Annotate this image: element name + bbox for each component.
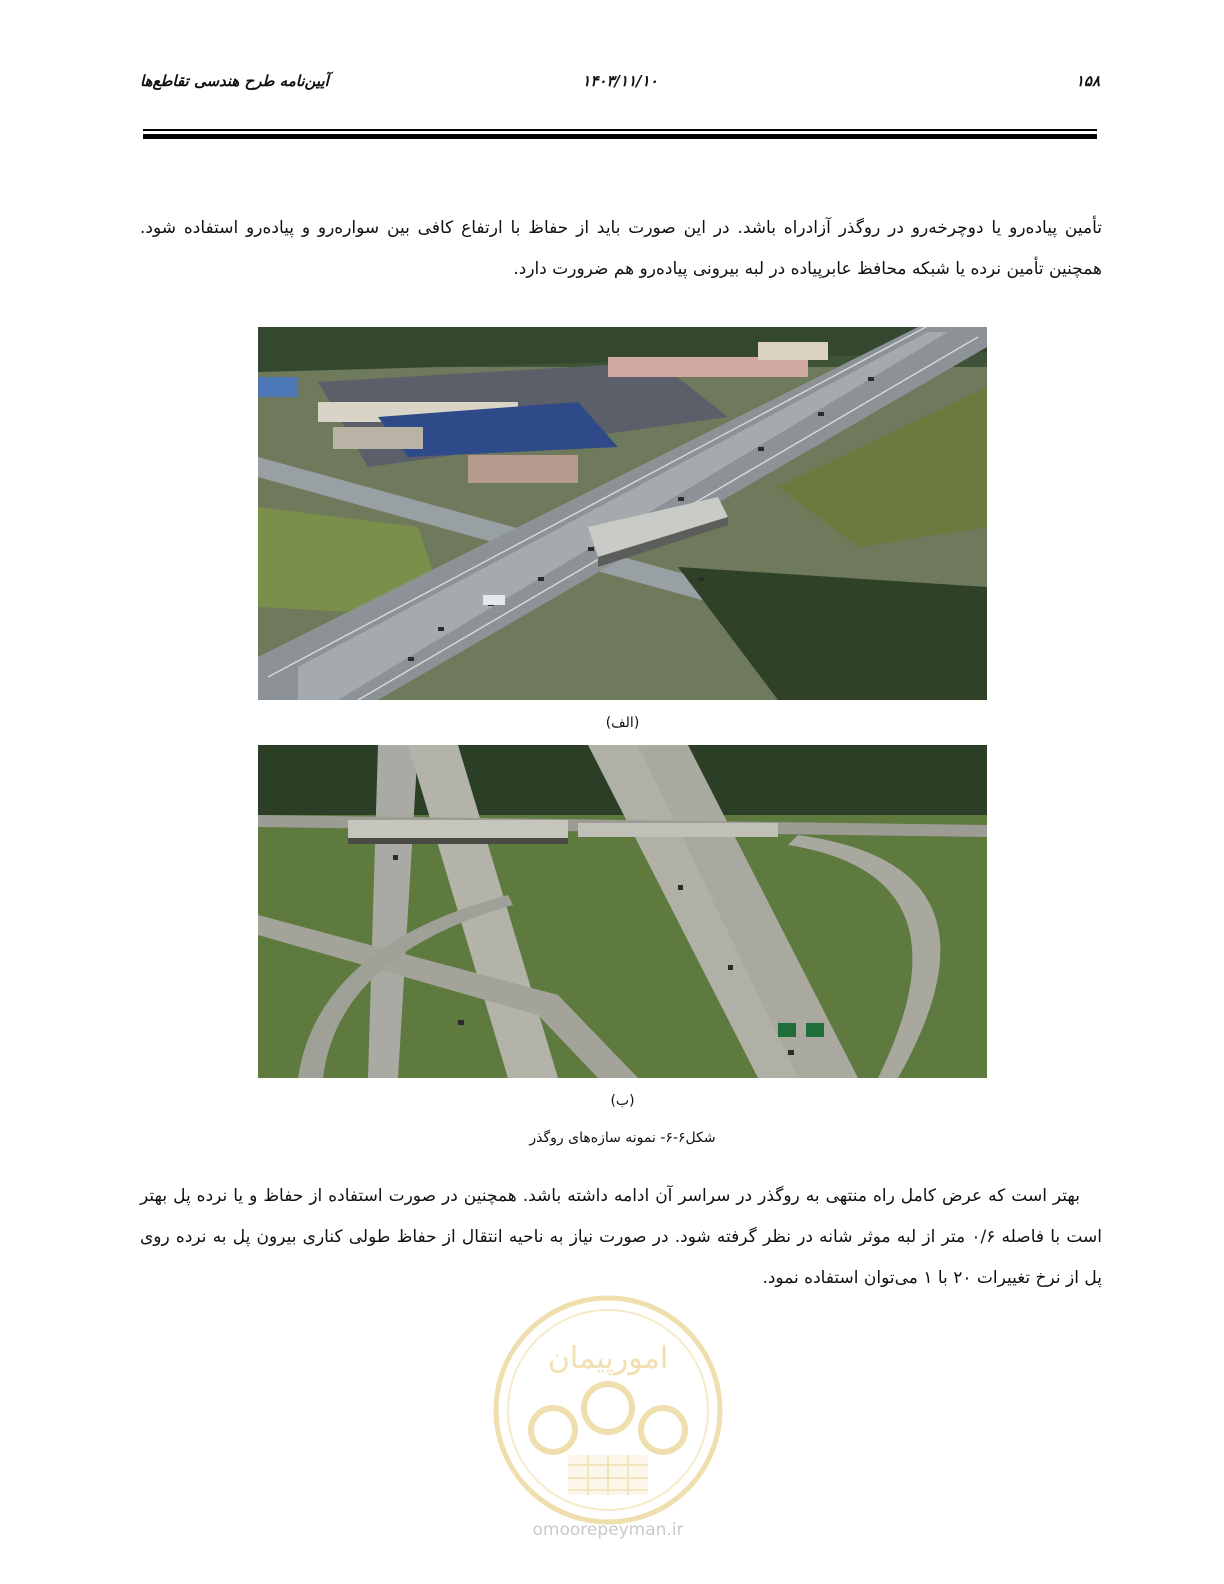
caption-b: (ب) xyxy=(610,1093,635,1109)
page-header xyxy=(140,72,1100,102)
watermark-url: omoorepeyman.ir xyxy=(532,1520,684,1540)
caption-a: (الف) xyxy=(605,715,640,731)
watermark-logo xyxy=(488,1290,728,1530)
watermark-logo-text: امورپیمان xyxy=(547,1341,669,1376)
figure-caption: شکل۶-۶- نمونه سازه‌های روگذر xyxy=(529,1130,716,1146)
interchange-photo-b xyxy=(258,745,987,1078)
header-rule-thick xyxy=(143,134,1097,139)
header-rule-thin xyxy=(143,129,1097,131)
overpass-photo-a xyxy=(258,327,987,700)
paragraph-1: تأمین پیاده‌رو یا دوچرخه‌رو در روگذر آزادراه باشد. در این صورت باید از حفاظ با ارتفاع کافی بین سواره‌رو و پیاده‌رو استفاده شود. همچنین تأمین نرده یا شبکه محافظ عابرپیاده در لبه بیرونی پیاده‌رو هم ضرورت دارد. xyxy=(140,218,1102,279)
header-date: ۱۴۰۳/۱۱/۱۰ xyxy=(582,72,658,90)
paragraph-2: بهتر است که عرض کامل راه منتهی به روگذر در سراسر آن ادامه داشته باشد. همچنین در صورت استفاده از حفاظ و یا نرده پل بهتر است با فاصله ۰/۶ متر از لبه موثر شانه در نظر گرفته شود. در صورت نیاز به ناحیه انتقال از حفاظ طولی کناری بیرون پل به نرده روی پل از نرخ تغییرات ۲۰ با ۱ می‌توان استفاده نمود. xyxy=(140,1186,1102,1288)
page-number: ۱۵۸ xyxy=(1075,72,1100,90)
document-title: آیین‌نامه طرح هندسی تقاطع‌ها xyxy=(140,72,329,90)
